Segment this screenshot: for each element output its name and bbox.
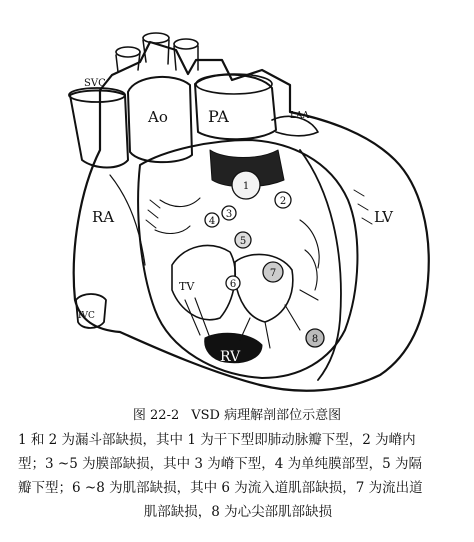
legend-line-2: 型；3 ~5 为膜部缺损，其中 3 为嵴下型，4 为单纯膜部型，5 为隔 bbox=[18, 456, 423, 472]
legend-line-3: 瓣下型；6 ~8 为肌部缺损，其中 6 为流入道肌部缺损，7 为流出道 bbox=[18, 480, 423, 496]
arch-vessel-1 bbox=[116, 47, 140, 57]
figure-title: VSD 病理解剖部位示意图 bbox=[191, 408, 342, 423]
label-ao: Ao bbox=[148, 108, 168, 126]
label-lv: LV bbox=[374, 208, 394, 226]
figure-caption bbox=[0, 404, 474, 423]
label-laa: LAA bbox=[290, 111, 309, 121]
defect-marker-7: 7 bbox=[269, 268, 277, 279]
arch-vessel-2 bbox=[143, 33, 169, 43]
figure-number: 图 22-2 bbox=[132, 408, 180, 423]
defect-marker-4: 4 bbox=[208, 216, 216, 227]
label-tv: TV bbox=[179, 280, 195, 293]
label-pa: PA bbox=[208, 107, 229, 126]
defect-marker-8: 8 bbox=[311, 334, 319, 345]
defect-marker-5: 5 bbox=[239, 236, 247, 247]
label-ivc: IVC bbox=[78, 311, 95, 321]
defect-marker-6: 6 bbox=[229, 279, 237, 290]
defect-marker-3: 3 bbox=[225, 209, 233, 220]
defect-marker-1: 1 bbox=[242, 181, 250, 192]
label-rv: RV bbox=[220, 349, 241, 365]
label-svc: SVC bbox=[84, 78, 106, 89]
arch-vessel-3 bbox=[174, 39, 198, 49]
label-ra: RA bbox=[92, 208, 115, 226]
defect-marker-2: 2 bbox=[279, 196, 287, 207]
figure-legend bbox=[18, 428, 458, 524]
legend-line-4: 肌部缺损，8 为心尖部肌部缺损 bbox=[143, 504, 333, 520]
legend-line-1: 1 和 2 为漏斗部缺损，其中 1 为干下型即肺动脉瓣下型，2 为嵴内 bbox=[18, 432, 416, 448]
